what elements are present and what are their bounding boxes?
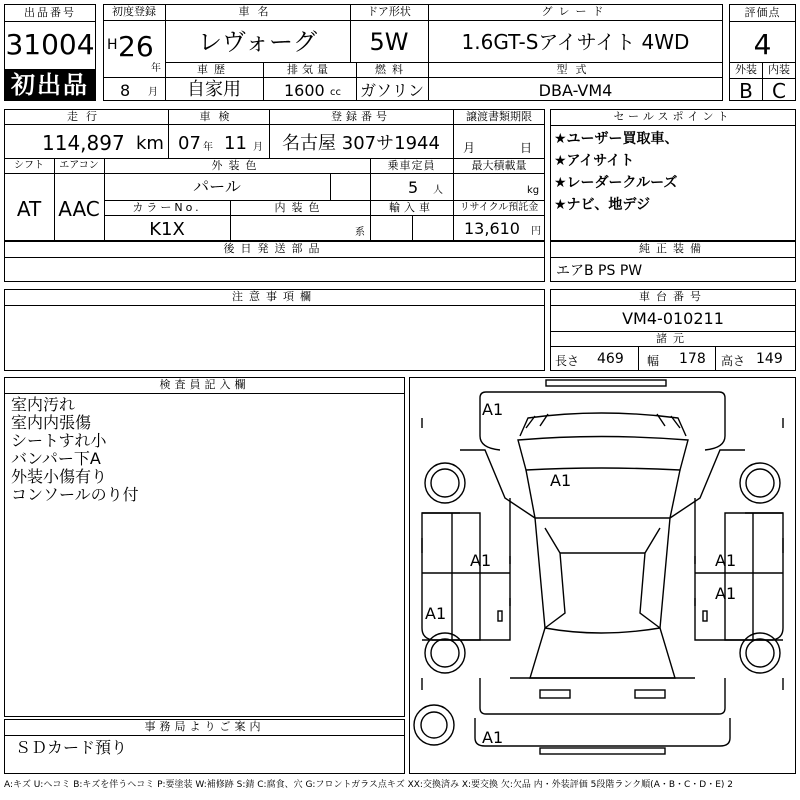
inspector-line-1: 室内汚れ (11, 395, 76, 414)
mileage-value: 114,897 (42, 131, 125, 155)
model-value: DBA-VM4 (538, 81, 613, 100)
damage-mark-left-fender: A1 (425, 604, 447, 623)
specs-label: 諸元 (656, 332, 690, 345)
later-parts-box (4, 241, 545, 282)
recycle-value: 13,610 (464, 219, 520, 238)
legend-footer: A:キズ U:ヘコミ B:キズを伴うヘコミ P:要塗装 W:補修跡 S:錆 C:腐食、穴 G:フロントガラス点キズ XX:交換済み X:要交換 欠:欠品 内・外装評価 5段階ランク順(A・B・C・D・E) 2 (4, 780, 734, 790)
month-unit: 月 (148, 87, 158, 98)
mileage-unit: km (136, 133, 164, 154)
notes-label: 注意事項欄 (232, 290, 317, 303)
history-value: 自家用 (187, 79, 241, 100)
first-reg-label: 初度登録 (112, 5, 156, 18)
import-label: 輸入車 (389, 201, 434, 214)
car-name-label: 車名 (238, 5, 277, 18)
interior-grade: C (772, 79, 786, 103)
transfer-label: 譲渡書類期限 (466, 110, 532, 123)
width-label: 幅 (647, 354, 660, 368)
chassis-value: VM4-010211 (622, 309, 724, 328)
interior-label: 内装 (768, 63, 790, 76)
equipment-label: 純正装備 (639, 242, 707, 255)
capacity-unit: 人 (433, 185, 443, 196)
interior-color-label: 内装色 (274, 201, 326, 214)
sales-point-1: ★ユーザー買取車、 (554, 131, 679, 147)
history-label: 車歴 (197, 63, 231, 76)
displacement-label: 排気量 (287, 63, 332, 76)
inspector-line-4: バンパー下A (11, 449, 101, 468)
score-label: 評価点 (744, 6, 781, 19)
sales-point-4: ★ナビ、地デジ (554, 197, 651, 213)
max-load-unit: kg (527, 185, 540, 196)
ac-label: エアコン (59, 160, 99, 171)
ac-value: AAC (58, 197, 100, 221)
year-unit: 年 (151, 63, 161, 74)
reg-year: 26 (118, 30, 154, 63)
capacity-value: 5 (408, 178, 419, 197)
grade-value: 1.6GT-Sアイサイト 4WD (461, 30, 690, 54)
capacity-label: 乗車定員 (387, 159, 436, 172)
office-value: ＳＤカード預り (15, 738, 128, 757)
car-outline-diagram (410, 378, 795, 773)
inspection-label: 車検 (199, 110, 238, 123)
fuel-label: 燃料 (375, 63, 409, 76)
exterior-label: 外装 (735, 63, 757, 76)
lot-box (4, 4, 96, 101)
inspector-line-5: 外装小傷有り (11, 467, 108, 486)
lot-number: 31004 (5, 28, 95, 61)
height-value: 149 (756, 351, 783, 367)
era-prefix: H (107, 37, 118, 53)
chassis-box (550, 289, 796, 371)
displacement-unit: cc (330, 87, 341, 98)
color-no-value: K1X (149, 219, 185, 240)
mileage-label: 走行 (67, 110, 105, 123)
fuel-value: ガソリン (359, 81, 424, 100)
width-value: 178 (679, 351, 706, 367)
first-listing-badge: 初出品 (5, 69, 95, 100)
score-box (729, 4, 796, 101)
inspector-box (4, 377, 405, 717)
max-load-label: 最大積載量 (471, 159, 527, 172)
color-no-label: カラーNo. (132, 201, 202, 214)
damage-diagram (409, 377, 796, 774)
damage-mark-right-door: A1 (715, 551, 737, 570)
damage-mark-rear-bumper: A1 (482, 728, 504, 747)
recycle-unit: 円 (531, 226, 541, 237)
lot-label: 出品番号 (24, 6, 76, 19)
office-label: 事務局よりご案内 (144, 720, 265, 733)
inspector-label: 検査員記入欄 (159, 378, 250, 391)
reg-no-value: 名古屋 307サ1944 (282, 133, 440, 154)
equipment-value: エアB PS PW (556, 263, 643, 279)
inspection-month: 11 (224, 133, 247, 154)
inspector-line-6: コンソールのり付 (11, 485, 139, 504)
interior-color-unit: 系 (355, 227, 365, 238)
car-name: レヴォーグ (197, 28, 318, 56)
door-value: 5W (369, 28, 409, 56)
equipment-box (550, 241, 796, 282)
notes-box (4, 289, 545, 371)
transfer-day-unit: 日 (520, 141, 533, 155)
damage-mark-right-rear-door: A1 (715, 584, 737, 603)
damage-mark-front-bumper: A1 (482, 400, 504, 419)
sales-points-box (550, 109, 796, 241)
door-label: ドア形状 (367, 5, 411, 18)
grade-label: グレード (541, 5, 610, 18)
later-parts-label: 後日発送部品 (223, 242, 326, 255)
displacement-value: 1600 (284, 81, 325, 100)
length-value: 469 (597, 351, 624, 367)
reg-no-label: 登録番号 (331, 110, 391, 123)
damage-mark-hood: A1 (550, 471, 572, 490)
shift-value: AT (16, 197, 42, 221)
sales-point-3: ★レーダークルーズ (554, 175, 678, 191)
inspection-month-unit: 月 (253, 142, 263, 153)
sales-points-label: セールスポイント (613, 110, 733, 123)
model-label: 型式 (556, 63, 595, 76)
transfer-month-unit: 月 (463, 141, 476, 155)
inspector-line-3: シートすれ小 (11, 431, 107, 450)
office-box (4, 719, 405, 774)
height-label: 高さ (721, 354, 746, 368)
length-label: 長さ (555, 354, 580, 368)
exterior-grade: B (739, 79, 753, 103)
sales-point-2: ★アイサイト (554, 153, 635, 169)
inspection-year-unit: 年 (203, 142, 213, 153)
reg-month: 8 (120, 81, 131, 100)
recycle-label: リサイクル預託金 (459, 202, 539, 213)
inspector-line-2: 室内内張傷 (11, 413, 92, 432)
exterior-color-label: 外装色 (211, 159, 263, 172)
damage-mark-left-door: A1 (470, 551, 492, 570)
shift-label: シフト (14, 160, 44, 171)
exterior-color-value: パール (193, 177, 241, 196)
score-value: 4 (753, 28, 772, 61)
inspection-year: 07 (178, 133, 201, 154)
chassis-label: 車台番号 (639, 290, 707, 303)
